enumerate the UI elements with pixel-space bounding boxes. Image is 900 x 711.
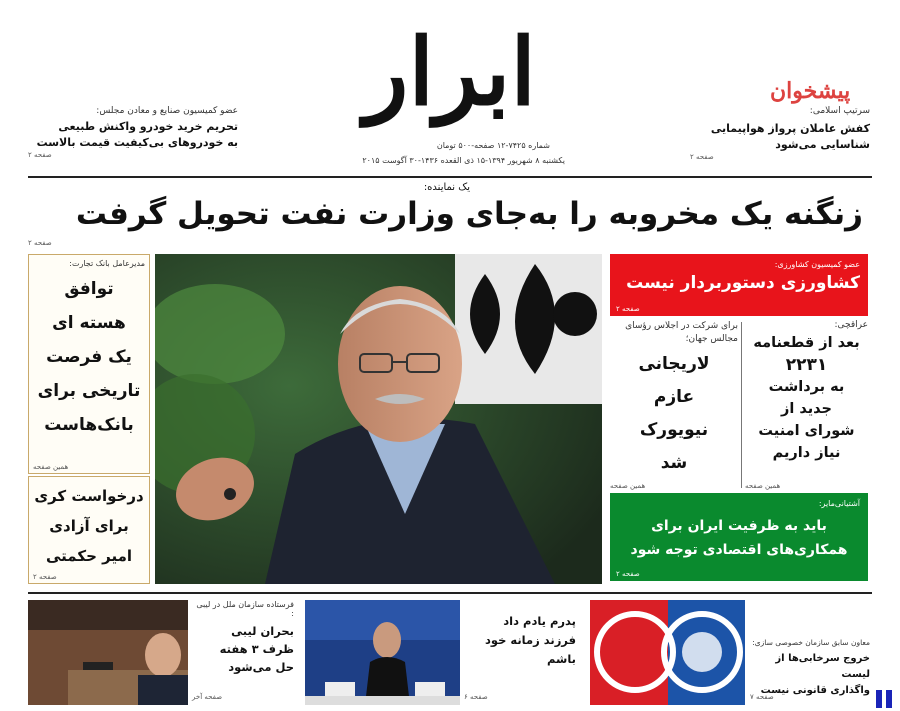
main-photo-zanganeh (155, 254, 602, 584)
interview-story[interactable] (464, 600, 576, 705)
box-page: صفحه ۲ (33, 573, 57, 581)
teaser-kicker: عضو کمیسیون صنایع و معادن مجلس: (96, 106, 238, 116)
headline-page: صفحه ۲ (28, 239, 52, 247)
masthead-logo: ابرار (364, 18, 536, 126)
libya-photo (28, 600, 188, 705)
top-left-teaser[interactable] (28, 106, 238, 159)
ashtiani-green-box[interactable] (610, 493, 868, 581)
teaser-kicker: سرتیپ اسلامی: (809, 106, 870, 116)
masthead-rule (28, 176, 872, 178)
main-headline[interactable]: زنگنه یک مخروبه را به‌جای وزارت نفت تحویل گرفت (75, 196, 863, 232)
teaser-page: صفحه ۲ (28, 151, 52, 159)
box-page: همین صفحه (33, 463, 69, 471)
clubs-story[interactable] (750, 600, 870, 705)
story-kicker: معاون سابق سازمان خصوصی سازی: (752, 638, 870, 647)
top-right-teaser[interactable] (690, 106, 870, 161)
story-kicker: برای شرکت در اجلاس رؤسای مجالس جهان؛ (625, 321, 738, 344)
box-kicker: عضو کمیسیون کشاورزی: (774, 260, 860, 269)
barcode-mark (886, 690, 892, 708)
hekmati-box[interactable] (28, 476, 150, 584)
issue-line: شماره ۷۴۲۵-۱۲ صفحه-۵۰۰ تومان (436, 141, 550, 150)
story-page: همین صفحه (745, 482, 781, 490)
box-body: باید به ظرفیت ایران برای همکاری‌های اقتصادی توجه شود (630, 518, 848, 558)
story-body: بحران لیبی ظرف ۳ هفته حل می‌شود (219, 624, 294, 674)
box-title: کشاورزی دستوربردار نیست (626, 273, 860, 293)
headline-kicker: یک نماینده: (423, 182, 470, 193)
teaser-line-1: کفش عاملان پرواز هواپیمایی (710, 122, 870, 135)
story-body: پدرم یادم داد فرزند زمانه خود باشم (484, 614, 576, 666)
clubs-logo-photo (590, 600, 745, 705)
libya-story[interactable] (192, 600, 294, 705)
box-page: صفحه ۲ (616, 305, 640, 313)
date-line: یکشنبه ۸ شهریور ۱۳۹۴-۱۵ ذی القعده ۱۴۳۶-۳۰ آگوست ۲۰۱۵ (362, 156, 565, 165)
box-body: توافق هسته ای یک فرصت تاریخی برای بانک‌هاست (37, 279, 141, 435)
barcode-mark (876, 690, 882, 708)
teaser-line-2: شناسایی می‌شود (775, 138, 870, 151)
story-body: خروج سرخابی‌ها از لیست واگذاری قانونی نیست (760, 653, 870, 696)
story-body: بعد از قطعنامه ۲۲۳۱ به برداشت جدید از شورای امنیت نیاز داریم (753, 335, 860, 461)
box-body: درخواست کری برای آزادی امیر حکمتی (34, 487, 144, 565)
teaser-line-2: به خودروهای بی‌کیفیت قیمت بالاست (36, 136, 238, 149)
pishkhan-watermark: پیشخوان (770, 78, 851, 104)
box-kicker: آشتیانی‌مایر: (818, 499, 860, 508)
box-kicker: مدیرعامل بانک تجارت: (69, 259, 145, 268)
story-page: همین صفحه (610, 482, 646, 490)
bottom-rule (28, 592, 872, 594)
story-body: لاریجانی عازم نیویورک شد (638, 354, 710, 473)
story-page: صفحه ۶ (464, 693, 488, 701)
interview-photo (305, 600, 460, 705)
teaser-line-1: تحریم خرید خودرو واکنش طبیعی (58, 120, 238, 133)
larijani-story[interactable] (610, 320, 738, 488)
teaser-page: صفحه ۲ (690, 153, 714, 161)
column-divider (741, 322, 742, 488)
bank-tejarat-box[interactable] (28, 254, 150, 474)
story-kicker: فرستاده سازمان ملل در لیبی : (196, 600, 294, 618)
araghchi-story[interactable] (745, 320, 868, 488)
main-photo-image (155, 254, 602, 584)
story-page: صفحه آخر (192, 693, 223, 701)
box-page: صفحه ۲ (616, 570, 640, 578)
agriculture-red-box[interactable] (610, 254, 868, 316)
story-kicker: عراقچی: (834, 320, 868, 330)
story-page: صفحه ۷ (750, 693, 774, 701)
